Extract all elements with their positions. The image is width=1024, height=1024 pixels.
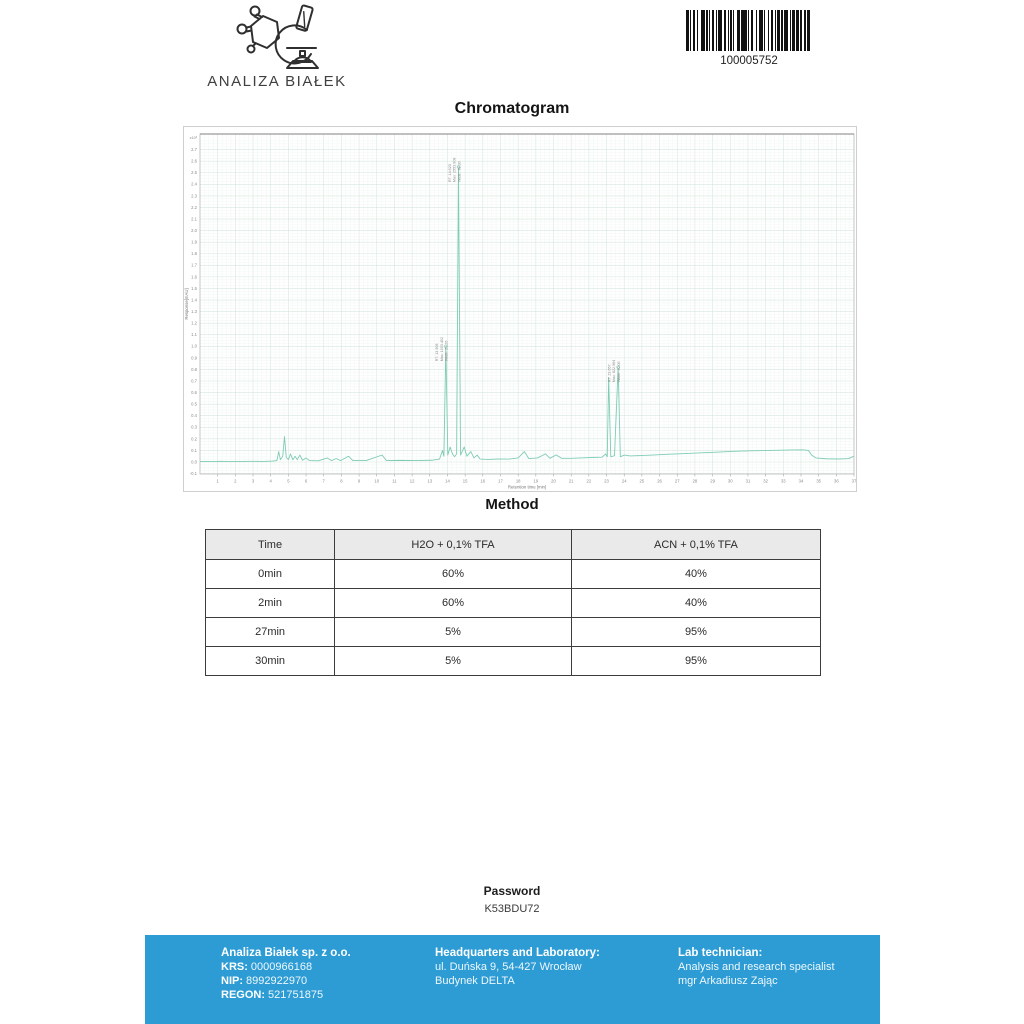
svg-text:5: 5 xyxy=(287,478,290,484)
tech-title: Lab technician: xyxy=(678,947,763,959)
svg-text:Max: 822.964: Max: 822.964 xyxy=(612,359,617,383)
nip-label: NIP: xyxy=(221,975,243,987)
svg-text:3: 3 xyxy=(251,478,255,484)
svg-text:Width: 21.26: Width: 21.26 xyxy=(444,340,449,362)
svg-text:11: 11 xyxy=(392,478,397,484)
svg-text:x10³: x10³ xyxy=(189,136,197,140)
krs-label: KRS: xyxy=(221,961,248,973)
table-cell: 40% xyxy=(571,560,820,589)
svg-text:13: 13 xyxy=(427,478,433,484)
svg-text:12: 12 xyxy=(409,478,415,484)
barcode-icon xyxy=(686,10,812,51)
svg-text:18: 18 xyxy=(515,478,521,484)
svg-text:16: 16 xyxy=(480,478,486,484)
svg-text:1.9: 1.9 xyxy=(191,239,197,245)
svg-text:25: 25 xyxy=(639,478,645,484)
svg-text:22: 22 xyxy=(586,478,592,484)
svg-text:0.9: 0.9 xyxy=(191,355,197,361)
svg-text:2.5: 2.5 xyxy=(191,170,197,176)
svg-text:2.4: 2.4 xyxy=(191,181,197,187)
table-cell: 2min xyxy=(206,589,335,618)
footer xyxy=(145,935,880,1024)
svg-text:32: 32 xyxy=(763,478,768,484)
table-header-row xyxy=(206,530,821,560)
method-title: Method xyxy=(485,496,539,513)
svg-text:0.7: 0.7 xyxy=(191,378,197,384)
svg-text:26: 26 xyxy=(657,478,662,484)
password-value: K53BDU72 xyxy=(484,903,540,915)
table-row xyxy=(206,618,821,647)
svg-text:15: 15 xyxy=(462,478,468,484)
svg-text:1.5: 1.5 xyxy=(191,285,197,291)
table-cell: 95% xyxy=(571,647,820,676)
svg-text:2: 2 xyxy=(234,478,237,484)
svg-text:2.1: 2.1 xyxy=(191,216,197,222)
barcode-block xyxy=(686,10,812,67)
svg-text:6: 6 xyxy=(304,478,308,484)
svg-text:Width: 43.30: Width: 43.30 xyxy=(457,161,462,182)
table-cell: 95% xyxy=(571,618,820,647)
svg-text:1: 1 xyxy=(216,478,219,484)
nip-value: 8992922970 xyxy=(246,975,308,987)
svg-text:0.1: 0.1 xyxy=(191,447,197,453)
regon-label: REGON: xyxy=(221,989,265,1001)
company-nip xyxy=(221,974,351,988)
svg-text:37: 37 xyxy=(851,478,856,484)
svg-text:2.6: 2.6 xyxy=(191,158,197,164)
svg-text:-0.1: -0.1 xyxy=(189,470,197,476)
svg-text:28: 28 xyxy=(692,478,698,484)
chromatogram-title: Chromatogram xyxy=(454,100,570,117)
svg-text:1.7: 1.7 xyxy=(191,262,197,268)
svg-text:4: 4 xyxy=(269,478,272,484)
svg-text:Retention time [min]: Retention time [min] xyxy=(507,484,547,490)
table-header-cell: H2O + 0,1% TFA xyxy=(335,530,572,560)
svg-text:2.3: 2.3 xyxy=(191,193,197,199)
svg-text:RT: 13.908: RT: 13.908 xyxy=(435,343,440,362)
svg-text:30: 30 xyxy=(727,478,733,484)
company-regon xyxy=(221,988,351,1002)
chromatogram-plot xyxy=(184,127,856,491)
svg-text:2.7: 2.7 xyxy=(191,147,197,153)
svg-text:24: 24 xyxy=(621,478,627,484)
svg-text:1.6: 1.6 xyxy=(191,274,197,280)
svg-text:1.3: 1.3 xyxy=(191,308,197,314)
table-cell: 27min xyxy=(206,618,335,647)
company-name: Analiza Białek sp. z o.o. xyxy=(221,947,351,959)
hq-building: Budynek DELTA xyxy=(435,975,515,987)
svg-text:1.0: 1.0 xyxy=(191,343,197,349)
table-row xyxy=(206,647,821,676)
svg-text:1.1: 1.1 xyxy=(191,332,197,338)
svg-text:0.3: 0.3 xyxy=(191,424,197,430)
svg-text:10: 10 xyxy=(374,478,380,484)
svg-text:17: 17 xyxy=(498,478,503,484)
svg-text:RT: 14.623: RT: 14.623 xyxy=(447,164,452,182)
svg-text:1.8: 1.8 xyxy=(191,251,197,257)
svg-text:1.4: 1.4 xyxy=(191,297,197,303)
svg-text:34: 34 xyxy=(798,478,804,484)
svg-text:14: 14 xyxy=(445,478,450,484)
krs-value: 0000966168 xyxy=(250,961,313,973)
hq-address: ul. Duńska 9, 54-427 Wrocław xyxy=(435,961,582,973)
company-krs xyxy=(221,960,351,974)
svg-text:23: 23 xyxy=(604,478,609,484)
svg-text:0.0: 0.0 xyxy=(191,459,197,465)
svg-text:0.2: 0.2 xyxy=(191,436,197,442)
svg-text:Width: 10.06: Width: 10.06 xyxy=(616,361,621,383)
svg-text:33: 33 xyxy=(780,478,786,484)
table-row xyxy=(206,560,821,589)
hq-title: Headquarters and Laboratory: xyxy=(435,947,600,959)
svg-text:21: 21 xyxy=(568,478,574,484)
svg-text:Max: 2553.908: Max: 2553.908 xyxy=(452,157,457,182)
svg-text:0.5: 0.5 xyxy=(191,401,197,407)
table-cell: 40% xyxy=(571,589,820,618)
password-label: Password xyxy=(483,884,541,898)
footer-headquarters xyxy=(435,946,600,988)
table-row xyxy=(206,589,821,618)
footer-lab-technician xyxy=(678,946,835,988)
table-header-cell: Time xyxy=(206,530,335,560)
barcode-bar xyxy=(807,10,810,51)
method-table xyxy=(205,529,821,676)
svg-text:9: 9 xyxy=(357,478,361,484)
table-cell: 5% xyxy=(335,647,572,676)
svg-text:0.6: 0.6 xyxy=(191,389,197,395)
svg-text:2.0: 2.0 xyxy=(191,228,197,233)
barcode-number: 100005752 xyxy=(720,55,778,67)
svg-text:Response[mAU]: Response[mAU] xyxy=(184,288,189,320)
svg-text:29: 29 xyxy=(710,478,715,484)
logo-block xyxy=(207,4,347,90)
table-cell: 0min xyxy=(206,560,335,589)
svg-text:2.2: 2.2 xyxy=(191,204,197,210)
svg-text:36: 36 xyxy=(833,478,839,484)
svg-text:35: 35 xyxy=(816,478,821,484)
footer-company xyxy=(221,946,351,1002)
svg-text:0.8: 0.8 xyxy=(191,366,197,372)
table-cell: 30min xyxy=(206,647,335,676)
molecule-microscope-icon xyxy=(219,4,335,70)
tech-name: mgr Arkadiusz Zając xyxy=(678,975,778,987)
svg-text:19: 19 xyxy=(533,478,539,484)
svg-text:7: 7 xyxy=(322,478,325,484)
table-header-cell: ACN + 0,1% TFA xyxy=(571,530,820,560)
regon-value: 521751875 xyxy=(268,989,324,1001)
svg-text:1.2: 1.2 xyxy=(191,320,197,326)
svg-text:Max: 1003.402: Max: 1003.402 xyxy=(439,336,444,362)
svg-text:8: 8 xyxy=(340,478,343,484)
svg-text:20: 20 xyxy=(551,478,556,484)
table-cell: 60% xyxy=(335,589,572,618)
svg-text:27: 27 xyxy=(674,478,680,484)
table-cell: 5% xyxy=(335,618,572,647)
svg-text:31: 31 xyxy=(745,478,751,484)
table-cell: 60% xyxy=(335,560,572,589)
tech-role: Analysis and research specialist xyxy=(678,961,835,973)
svg-text:0.4: 0.4 xyxy=(191,413,197,419)
svg-text:RT: 23.657: RT: 23.657 xyxy=(607,364,612,383)
logo-text: ANALIZA BIAŁEK xyxy=(207,73,347,90)
chromatogram-chart xyxy=(183,126,857,492)
